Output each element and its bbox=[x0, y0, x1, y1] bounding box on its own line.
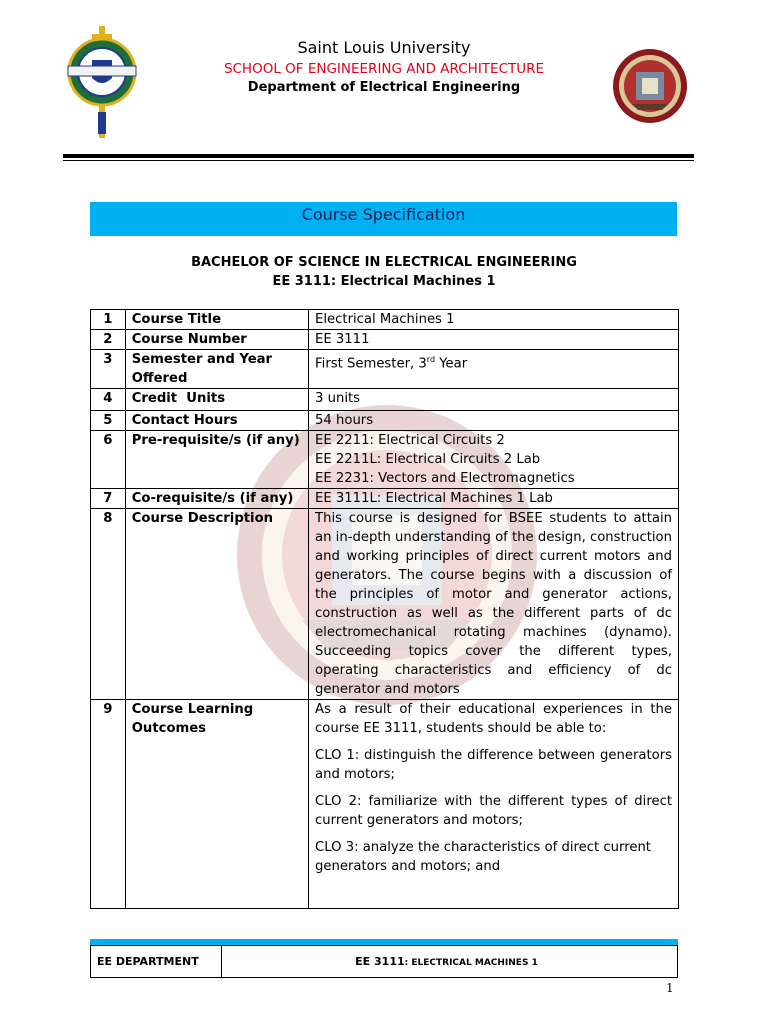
row-number: 4 bbox=[91, 389, 126, 411]
page-number: 1 bbox=[666, 981, 674, 995]
footer-course bbox=[216, 946, 677, 977]
row-value: EE 3111 bbox=[309, 330, 679, 350]
row-value bbox=[309, 431, 679, 489]
row-number: 2 bbox=[91, 330, 126, 350]
department-name: Department of Electrical Engineering bbox=[247, 80, 521, 95]
program-title: BACHELOR OF SCIENCE IN ELECTRICAL ENGINEERING bbox=[191, 255, 577, 270]
course-description: This course is designed for BSEE students to attain an in-depth understanding of the design, construction and working principles of direct current motors and generators. The course begins with a discussion of the principles of motor and generator actions, construction as well as the different parts of dc electromechanical rotating machines (dynamo). Succeeding topics cover the different types, operating characteristics and efficiency of dc generator and motors bbox=[309, 509, 679, 700]
prerequisite-item: EE 2211L: Electrical Circuits 2 Lab bbox=[315, 452, 541, 467]
row-number: 5 bbox=[91, 411, 126, 431]
table-row bbox=[91, 310, 679, 330]
row-label: Pre-requisite/s (if any) bbox=[125, 431, 308, 489]
row-value: 54 hours bbox=[309, 411, 679, 431]
row-value: EE 3111L: Electrical Machines 1 Lab bbox=[309, 489, 679, 509]
row-value: Electrical Machines 1 bbox=[309, 310, 679, 330]
row-label: Credit Units bbox=[125, 389, 308, 411]
header-rule-thin bbox=[63, 160, 694, 161]
row-number: 6 bbox=[91, 431, 126, 489]
table-row bbox=[91, 509, 679, 700]
clo-item: CLO 1: distinguish the difference between generators and motors; bbox=[315, 748, 672, 782]
row-value bbox=[309, 700, 679, 909]
clo-item: CLO 2: familiarize with the different types of direct current generators and motors; bbox=[315, 794, 672, 828]
school-name: SCHOOL OF ENGINEERING AND ARCHITECTURE bbox=[223, 61, 545, 77]
row-label: Co-requisite/s (if any) bbox=[125, 489, 308, 509]
row-label: Course Number bbox=[125, 330, 308, 350]
header-rule-thick bbox=[63, 154, 694, 158]
table-row bbox=[91, 411, 679, 431]
row-label: Contact Hours bbox=[125, 411, 308, 431]
row-number: 8 bbox=[91, 509, 126, 700]
year-text: Year bbox=[435, 356, 468, 372]
row-number: 9 bbox=[91, 700, 126, 909]
row-number: 7 bbox=[91, 489, 126, 509]
row-value bbox=[309, 350, 679, 389]
row-label: Semester and Year Offered bbox=[125, 350, 308, 389]
table-row bbox=[91, 350, 679, 389]
row-number: 1 bbox=[91, 310, 126, 330]
clo-item: CLO 3: analyze the characteristics of direct current generators and motors; and bbox=[315, 840, 651, 874]
table-row bbox=[91, 389, 679, 411]
course-specification-banner bbox=[90, 202, 677, 236]
footer-course-code: EE 3111 bbox=[355, 955, 405, 968]
table-row bbox=[91, 330, 679, 350]
outcomes-intro: As a result of their educational experiences in the course EE 3111, students should be able to: bbox=[315, 702, 672, 736]
row-label: Course Learning Outcomes bbox=[125, 700, 308, 909]
university-name: Saint Louis University bbox=[297, 38, 471, 57]
row-number: 3 bbox=[91, 350, 126, 389]
footer-course-title: : ELECTRICAL MACHINES 1 bbox=[404, 958, 538, 968]
footer-department: EE DEPARTMENT bbox=[91, 946, 222, 977]
course-code-title: EE 3111: Electrical Machines 1 bbox=[272, 274, 496, 289]
table-row bbox=[91, 700, 679, 909]
course-spec-table bbox=[90, 309, 679, 909]
table-row bbox=[91, 489, 679, 509]
row-value: 3 units bbox=[309, 389, 679, 411]
row-label: Course Title bbox=[125, 310, 308, 330]
footer-table bbox=[90, 945, 678, 978]
row-label: Course Description bbox=[125, 509, 308, 700]
prerequisite-item: EE 2231: Vectors and Electromagnetics bbox=[315, 471, 575, 486]
ordinal-suffix: rd bbox=[426, 355, 436, 364]
semester-text: First Semester, 3 bbox=[315, 356, 427, 372]
course-specification-title: Course Specification bbox=[301, 205, 466, 224]
table-row bbox=[91, 431, 679, 489]
prerequisite-item: EE 2211: Electrical Circuits 2 bbox=[315, 433, 505, 448]
